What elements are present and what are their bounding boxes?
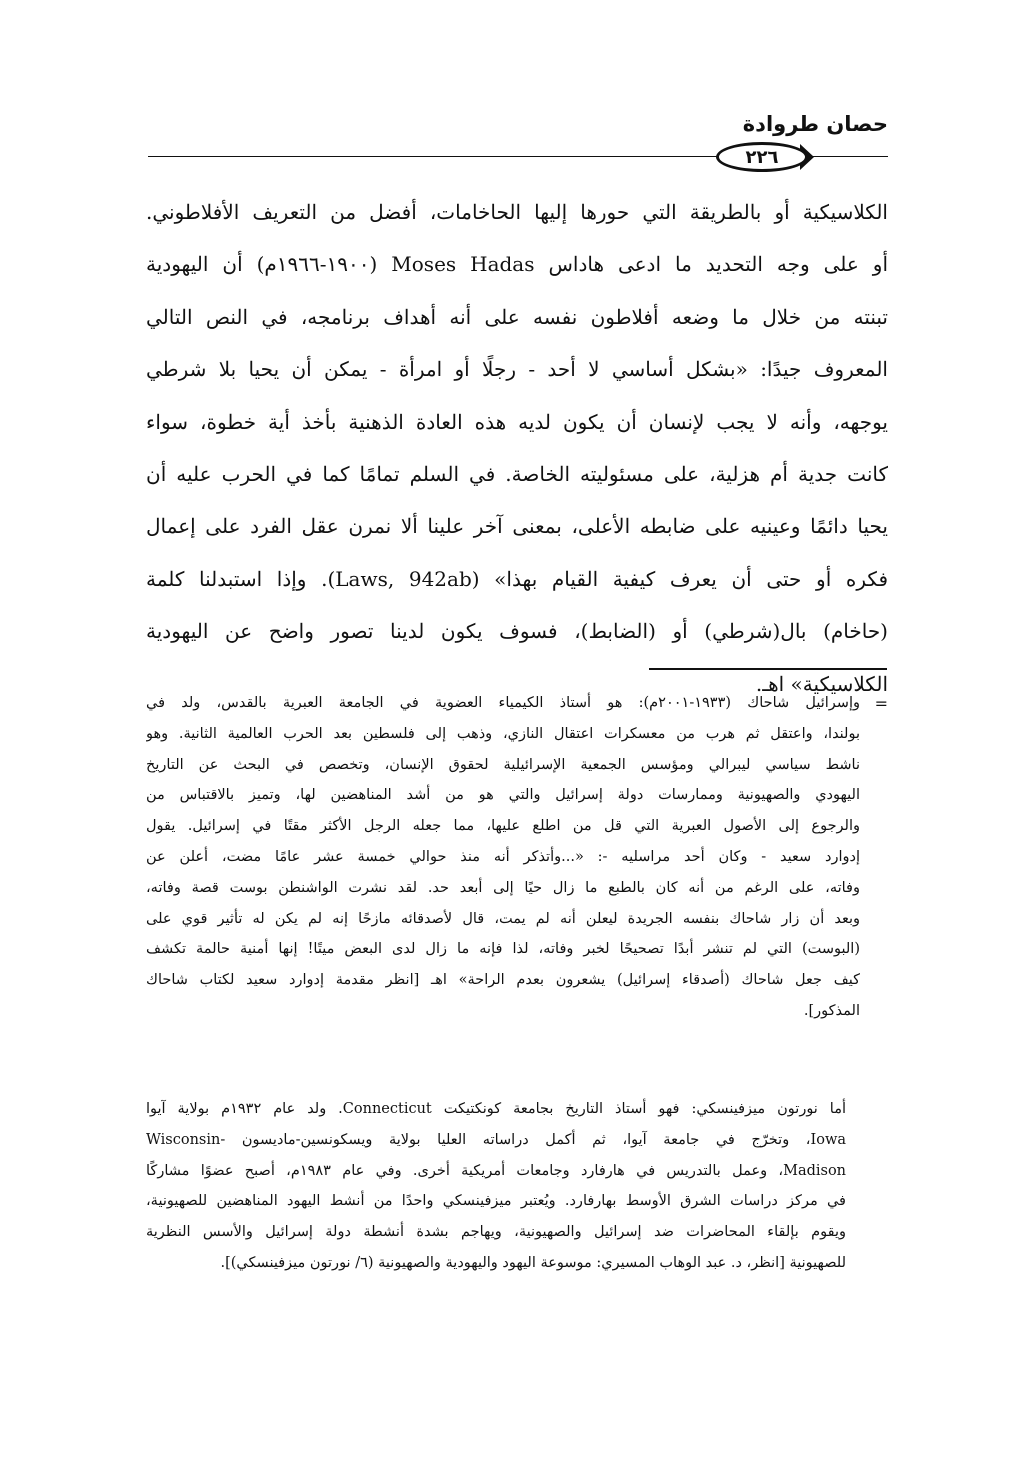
- footnote-line: اليهودي والصهيونية وممارسات دولة إسرائيل والتي هو من أشد المناهضين لها، وتميز بالاقتباس من: [146, 787, 860, 804]
- footnote-line: إدوارد سعيد - وكان أحد مراسليه -: «...وأتذكر أنه منذ حوالي خمسة عشر عامًا مضت، أعلن عن: [146, 848, 860, 865]
- footnote-line: وبعد أن زار شاحاك بنفسه الجريدة ليعلن أنه لم يمت، قال لأصدقائه مازحًا إنه لم يكن له تأثير قوي على: [146, 910, 860, 927]
- main-text-line: أو على وجه التحديد ما ادعى هاداس Moses Hadas (١٩٠٠-١٩٦٦م) أن اليهودية: [146, 252, 888, 277]
- main-text-line: كانت جدية أم هزلية، على مسئوليته الخاصة. في السلم تمامًا كما في الحرب عليه أن: [146, 461, 888, 486]
- footnote-line: أما نورتون ميزفينسكي: فهو أستاذ التاريخ بجامعة كونكتيكت Connecticut. ولد عام ١٩٣٢م بولاية آيوا: [146, 1101, 846, 1117]
- page-number: ٢٢٦: [745, 146, 779, 168]
- footnote-line: ويقوم بإلقاء المحاضرات ضد إسرائيل والصهيونية، ويهاجم بشدة أنشطة دولة إسرائيل والأسس النظرية: [146, 1224, 846, 1241]
- main-text-line: الكلاسيكية» اهـ.: [755, 671, 888, 696]
- main-text-line: يحيا دائمًا وعينيه على ضابطه الأعلى، بمعنى آخر علينا ألا نمرن عقل الفرد على إعمال: [146, 514, 888, 539]
- footnote-continuation-marker: =: [874, 694, 888, 713]
- footnote-line: للصهيونية [انظر، د. عبد الوهاب المسيري: موسوعة اليهود واليهودية والصهيونية (٦/ نورتون ميزفينسكي)].: [220, 1254, 846, 1271]
- main-text-line: تبنته من خلال ما وضعه أفلاطون نفسه على أنه أهداف برنامجه، في النص التالي: [146, 304, 888, 329]
- footnote-line: Madison، وعمل بالتدريس في هارفارد وجامعات أمريكية أخرى. وفي عام ١٩٨٣م، أصبح عضوًا مشاركًا: [146, 1162, 846, 1179]
- footnote-separator: [649, 668, 887, 670]
- page-number-badge: [716, 142, 808, 172]
- footnote-mezvinsky: [146, 1094, 846, 1279]
- running-title: حصان طروادة: [742, 112, 888, 136]
- footnote-line: كيف جعل شاحاك (أصدقاء إسرائيل) يشعرون بعدم الراحة» اهـ [انظر مقدمة إدوارد سعيد لكتاب شاحاك: [146, 972, 860, 989]
- footnote-line: ناشط سياسي ليبرالي ومؤسس الجمعية الإسرائيلية لحقوق الإنسان، وتخصص في البحث عن التاريخ: [146, 756, 860, 773]
- main-text-line: فكره أو حتى أن يعرف كيفية القيام بهذا» (Laws, 942ab). وإذا استبدلنا كلمة: [146, 566, 888, 591]
- main-text: [146, 186, 888, 710]
- main-text-line: يوجهه، وأنه لا يجب لإنسان أن يكون لديه هذه العادة الذهنية بأخذ أية خطوة، سواء: [146, 409, 888, 434]
- footnote-line: وفاته، على الرغم من أنه كان بالطبع ما زال حيًا إلى أبعد حد. لقد نشرت الواشنطن بوست قصة وفاته،: [146, 879, 860, 896]
- footnote-line: في مركز دراسات الشرق الأوسط بهارفارد. ويُعتبر ميزفينسكي واحدًا من أنشط اليهود المناهضين للصهيونية،: [146, 1193, 846, 1210]
- footnote-shahak: [146, 688, 888, 1027]
- footnote-line: المذكور].: [803, 1002, 860, 1019]
- main-text-line: الكلاسيكية أو بالطريقة التي حورها إليها الحاخامات، أفضل من التعريف الأفلاطوني.: [146, 200, 888, 224]
- main-text-line: المعروف جيدًا: «بشكل أساسي لا أحد - رجلًا أو امرأة - يمكن أن يحيا بلا شرطي: [146, 357, 888, 382]
- footnote-line: بولندا، واعتقل ثم هرب من معسكرات اعتقال النازي، وذهب إلى فلسطين بعد الحرب العالمية الثانية. وهو: [146, 725, 860, 742]
- footnote-line: وإسرائيل شاحاك (١٩٣٣-٢٠٠١م): هو أستاذ الكيمياء العضوية في الجامعة العبرية بالقدس، ولد في: [146, 695, 860, 711]
- footnote-line: والرجوع إلى الأصول العبرية التي قل من اطلع عليها، مما جعله الرجل الأكثر مقتًا في إسرائيل. يقول: [146, 818, 860, 835]
- footnote-line: Iowa، وتخرّج في جامعة آيوا، ثم أكمل دراساته العليا بولاية ويسكونسين-ماديسون -Wisconsin: [146, 1131, 846, 1148]
- main-text-line: (حاخام) بال(شرطي) أو (الضابط)، فسوف يكون لدينا تصور واضح عن اليهودية: [146, 619, 888, 644]
- footnote-line: (البوست) التي لم تنشر أبدًا تصحيحًا لخبر وفاته، لذا فإنه ما زال لدى البعض ميتًا! إنها أمنية حالمة تكشف: [146, 941, 860, 958]
